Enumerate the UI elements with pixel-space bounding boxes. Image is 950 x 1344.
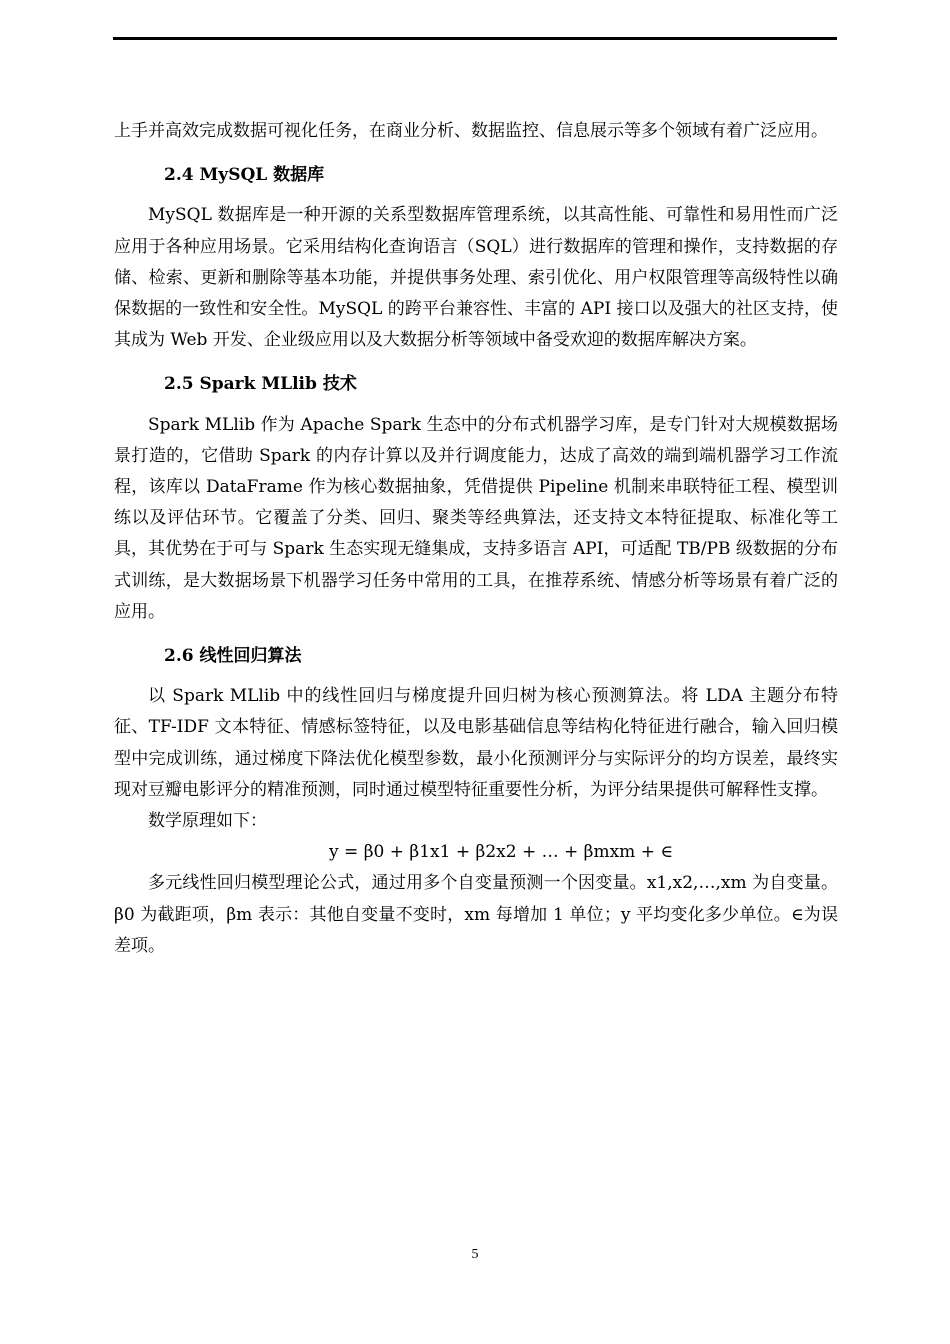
section-2-5-paragraph: Spark MLlib 作为 Apache Spark 生态中的分布式机器学习库，是专门针对大规模数据场景打造的，它借助 Spark 的内存计算以及并行调度能力，达成了高效的端到端机器学习工作流程，该库以 DataFrame 作为核心数据抽象，凭借提供 Pipeline 机制来串联特征工程、模型训练以及评估环节。它覆盖了分类、回归、聚类等经典算法，还支持文本特征提取、标准化等工具，其优势在于可与 Spark 生态实现无缝集成，支持多语言 API，可适配 TB/PB 级数据的分布式训练，是大数据场景下机器学习任务中常用的工具，在推荐系统、情感分析等场景有着广泛的应用。 (114, 414, 838, 622)
math-intro: 数学原理如下： (148, 811, 267, 832)
header-rule (113, 37, 837, 40)
section-heading-2-5: 2.5 Spark MLlib 技术 (164, 374, 357, 395)
section-2-4-paragraph: MySQL 数据库是一种开源的关系型数据库管理系统，以其高性能、可靠性和易用性而广泛应用于各种应用场景。它采用结构化查询语言（SQL）进行数据库的管理和操作，支持数据的存储、检索、更新和删除等基本功能，并提供事务处理、索引优化、用户权限管理等高级特性以确保数据的一致性和安全性。MySQL 的跨平台兼容性、丰富的 API 接口以及强大的社区支持，使其成为 Web 开发、企业级应用以及大数据分析等领域中备受欢迎的数据库解决方案。 (114, 205, 838, 351)
page-number: 5 (471, 1247, 479, 1262)
section-heading-2-6: 2.6 线性回归算法 (164, 646, 302, 667)
continuation-paragraph: 上手并高效完成数据可视化任务，在商业分析、数据监控、信息展示等多个领域有着广泛应用。 (114, 121, 828, 141)
section-2-6-paragraph: 以 Spark MLlib 中的线性回归与梯度提升回归树为核心预测算法。将 LDA 主题分布特征、TF-IDF 文本特征、情感标签特征，以及电影基础信息等结构化特征进行融合，输入回归模型中完成训练，通过梯度下降法优化模型参数，最小化预测评分与实际评分的均方误差，最终实现对豆瓣电影评分的精准预测，同时通过模型特征重要性分析，为评分结果提供可解释性支撑。 (114, 686, 838, 800)
formula-explanation: 多元线性回归模型理论公式，通过用多个自变量预测一个因变量。x1,x2,…,xm 为自变量。β0 为截距项，βm 表示：其他自变量不变时，xm 每增加 1 单位；y 平均变化多少单位。∈为误差项。 (114, 873, 838, 956)
section-heading-2-4: 2.4 MySQL 数据库 (164, 165, 325, 186)
document-body (114, 116, 838, 962)
regression-formula: y = β0 + β1x1 + β2x2 + … + βmxm + ∈ (329, 842, 673, 863)
